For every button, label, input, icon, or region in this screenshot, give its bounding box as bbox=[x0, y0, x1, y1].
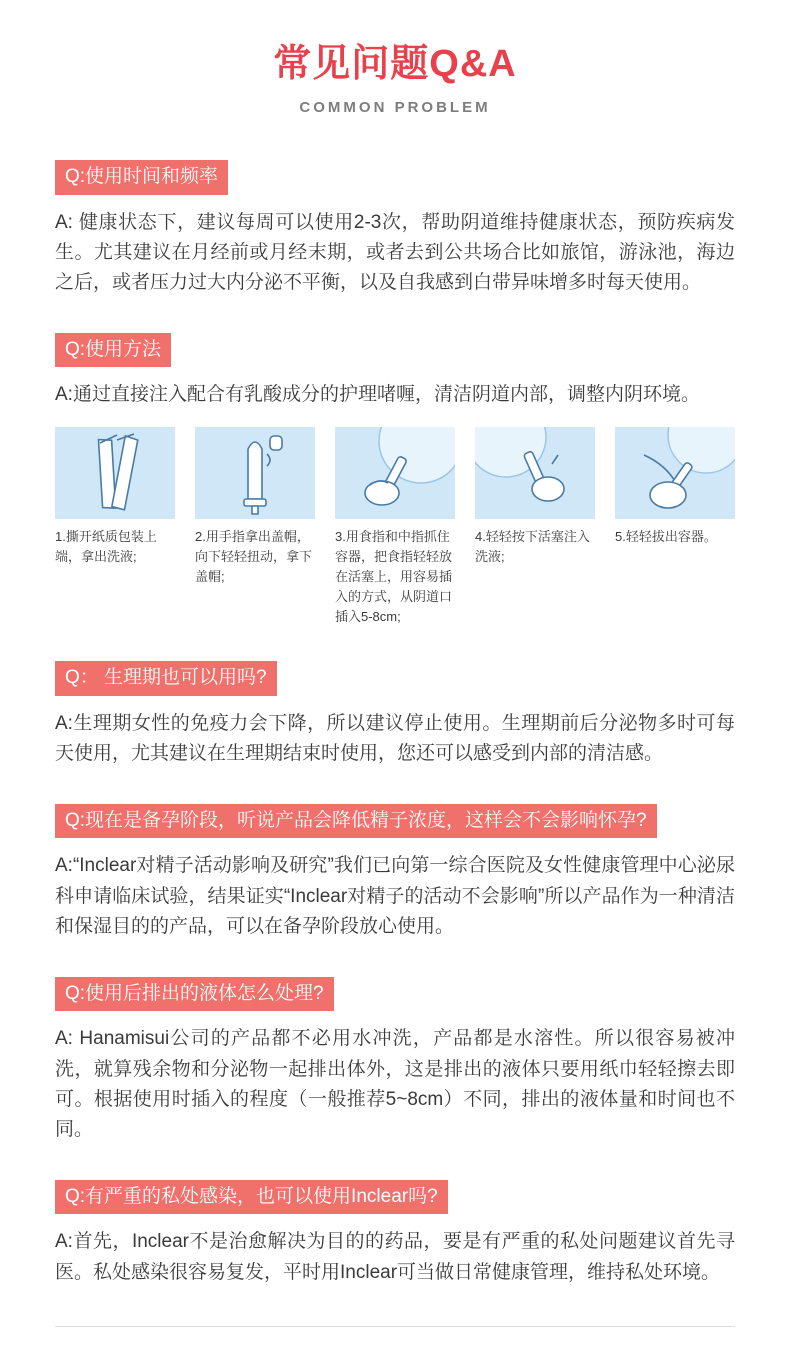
step-caption: 4.轻轻按下活塞注入洗液; bbox=[475, 528, 590, 564]
faq-usage-method bbox=[55, 333, 735, 628]
step-3-illustration bbox=[335, 427, 455, 519]
pull-out-icon bbox=[615, 427, 735, 519]
remove-cap-icon bbox=[195, 427, 315, 519]
usage-steps bbox=[55, 427, 735, 628]
press-plunger-icon bbox=[475, 427, 595, 519]
answer-text: A: 健康状态下，建议每周可以使用2-3次，帮助阴道维持健康状态，预防疾病发生。尤其建议在月经前或月经末期，或者去到公共场合比如旅馆，游泳池，海边之后，或者压力过大内分泌不平衡，以及自我感到白带异味增多时每天使用。 bbox=[55, 211, 735, 294]
page-title: 常见问题Q&A bbox=[273, 43, 517, 85]
step-4-illustration bbox=[475, 427, 595, 519]
step-item-2 bbox=[195, 427, 315, 628]
bottom-divider bbox=[55, 1326, 735, 1327]
step-item-4 bbox=[475, 427, 595, 628]
step-item-3 bbox=[335, 427, 455, 628]
step-caption: 3.用食指和中指抓住容器，把食指轻轻放在活塞上，用容易插入的方式，从阴道口插入5-8cm; bbox=[335, 528, 453, 625]
answer-text: A:首先，Inclear不是治愈解决为目的的药品，要是有严重的私处问题建议首先寻医。私处感染很容易复发，平时用Inclear可当做日常健康管理，维持私处环境。 bbox=[55, 1231, 735, 1283]
question-label: Q:现在是备孕阶段，听说产品会降低精子浓度，这样会不会影响怀孕? bbox=[55, 804, 657, 839]
question-label: Q:使用方法 bbox=[55, 333, 171, 368]
page-header bbox=[55, 26, 735, 116]
step-2-illustration bbox=[195, 427, 315, 519]
step-1-illustration bbox=[55, 427, 175, 519]
answer-text: A:通过直接注入配合有乳酸成分的护理啫喱，清洁阴道内部，调整内阴环境。 bbox=[55, 384, 700, 406]
question-label: Q:有严重的私处感染，也可以使用Inclear吗? bbox=[55, 1180, 448, 1215]
question-label: Q： 生理期也可以用吗? bbox=[55, 661, 277, 696]
step-5-illustration bbox=[615, 427, 735, 519]
hold-container-icon bbox=[335, 427, 455, 519]
faq-pregnancy-preparation bbox=[55, 804, 735, 943]
step-item-1 bbox=[55, 427, 175, 628]
step-caption: 2.用手指拿出盖帽，向下轻轻扭动，拿下盖帽; bbox=[195, 528, 313, 585]
faq-severe-infection bbox=[55, 1180, 735, 1288]
question-label: Q:使用时间和频率 bbox=[55, 160, 228, 195]
faq-usage-frequency bbox=[55, 160, 735, 299]
question-label: Q:使用后排出的液体怎么处理? bbox=[55, 977, 334, 1012]
step-item-5 bbox=[615, 427, 735, 628]
step-caption: 5.轻轻拔出容器。 bbox=[615, 528, 717, 544]
step-caption: 1.撕开纸质包装上端，拿出洗液; bbox=[55, 528, 157, 564]
answer-text: A:“Inclear对精子活动影响及研究”我们已向第一综合医院及女性健康管理中心泌尿科申请临床试验，结果证实“Inclear对精子的活动不会影响”所以产品作为一种清洁和保湿目的的产品，可以在备孕阶段放心使用。 bbox=[55, 855, 735, 938]
faq-discharged-liquid bbox=[55, 977, 735, 1146]
faq-menstrual-period bbox=[55, 661, 735, 769]
page-subtitle: COMMON PROBLEM bbox=[299, 99, 491, 116]
answer-text: A:生理期女性的免疫力会下降，所以建议停止使用。生理期前后分泌物多时可每天使用，尤其建议在生理期结束时使用，您还可以感受到内部的清洁感。 bbox=[55, 713, 735, 765]
tear-package-icon bbox=[55, 427, 175, 519]
answer-text: A: Hanamisui公司的产品都不必用水冲洗，产品都是水溶性。所以很容易被冲洗，就算残余物和分泌物一起排出体外，这是排出的液体只要用纸巾轻轻擦去即可。根据使用时插入的程度（一般推荐5~8cm）不同，排出的液体量和时间也不同。 bbox=[55, 1028, 735, 1141]
